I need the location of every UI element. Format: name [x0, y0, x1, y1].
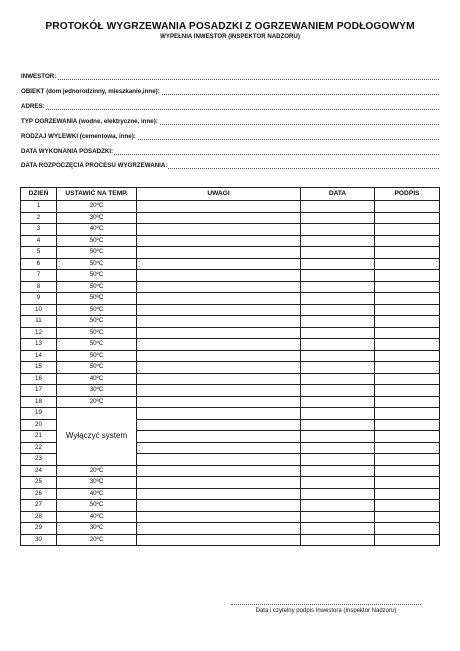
date-cell[interactable] — [301, 327, 375, 339]
notes-cell[interactable] — [137, 454, 301, 466]
table-row — [21, 235, 440, 247]
day-cell: 10 — [21, 304, 57, 316]
table-row — [21, 373, 440, 385]
notes-cell[interactable] — [137, 523, 301, 535]
day-cell: 2 — [21, 212, 57, 224]
table-row — [21, 201, 440, 213]
info-field-label: INWESTOR: — [21, 73, 57, 80]
signature-cell[interactable] — [375, 350, 440, 362]
day-cell: 20 — [21, 419, 57, 431]
date-cell[interactable] — [301, 281, 375, 293]
day-cell: 4 — [21, 235, 57, 247]
notes-cell[interactable] — [137, 316, 301, 328]
date-cell[interactable] — [301, 431, 375, 443]
date-cell[interactable] — [301, 442, 375, 454]
day-cell: 24 — [21, 465, 57, 477]
notes-cell[interactable] — [137, 534, 301, 546]
day-cell: 21 — [21, 431, 57, 443]
date-cell[interactable] — [301, 454, 375, 466]
signature-cell[interactable] — [375, 293, 440, 305]
signature-cell[interactable] — [375, 235, 440, 247]
date-cell[interactable] — [301, 201, 375, 213]
signature-cell[interactable] — [375, 373, 440, 385]
table-row — [21, 523, 440, 535]
table-row — [21, 408, 440, 420]
signature-cell[interactable] — [375, 316, 440, 328]
temperature-cell: 50ºC — [57, 293, 137, 305]
info-field[interactable] — [21, 103, 439, 113]
notes-cell[interactable] — [137, 339, 301, 351]
temperature-cell: 50ºC — [57, 247, 137, 259]
table-row — [21, 339, 440, 351]
notes-cell[interactable] — [137, 327, 301, 339]
date-cell[interactable] — [301, 488, 375, 500]
day-cell: 7 — [21, 270, 57, 282]
temperature-cell: 30ºC — [57, 477, 137, 489]
day-cell: 1 — [21, 201, 57, 213]
day-cell: 17 — [21, 385, 57, 397]
day-cell: 12 — [21, 327, 57, 339]
info-field-label: DATA WYKONANIA POSADZKI: — [21, 148, 114, 155]
temperature-cell: 50ºC — [57, 235, 137, 247]
date-cell[interactable] — [301, 385, 375, 397]
notes-cell[interactable] — [137, 373, 301, 385]
temperature-cell: 50ºC — [57, 258, 137, 270]
signature-cell[interactable] — [375, 201, 440, 213]
signature-cell[interactable] — [375, 224, 440, 236]
date-cell[interactable] — [301, 270, 375, 282]
page-subtitle: WYPEŁNIA INWESTOR (INSPEKTOR NADZORU) — [160, 33, 300, 40]
notes-cell[interactable] — [137, 385, 301, 397]
notes-cell[interactable] — [137, 304, 301, 316]
date-cell[interactable] — [301, 247, 375, 259]
info-field[interactable] — [21, 162, 439, 172]
signature-cell[interactable] — [375, 339, 440, 351]
date-cell[interactable] — [301, 500, 375, 512]
day-cell: 27 — [21, 500, 57, 512]
notes-cell[interactable] — [137, 350, 301, 362]
notes-cell[interactable] — [137, 419, 301, 431]
table-row — [21, 224, 440, 236]
notes-cell[interactable] — [137, 477, 301, 489]
column-header-signature: PODPIS — [375, 188, 440, 201]
day-cell: 9 — [21, 293, 57, 305]
notes-cell[interactable] — [137, 465, 301, 477]
temperature-cell: 50ºC — [57, 362, 137, 374]
signature-cell[interactable] — [375, 270, 440, 282]
table-row — [21, 500, 440, 512]
table-row — [21, 488, 440, 500]
column-header-temperature: USTAWIĆ NA TEMP. — [57, 188, 137, 201]
signature-cell[interactable] — [375, 408, 440, 420]
temperature-cell: 40ºC — [57, 488, 137, 500]
table-row — [21, 293, 440, 305]
signature-cell[interactable] — [375, 488, 440, 500]
table-row — [21, 534, 440, 546]
temperature-cell: 50ºC — [57, 350, 137, 362]
signature-cell[interactable] — [375, 281, 440, 293]
signature-cell[interactable] — [375, 327, 440, 339]
date-cell[interactable] — [301, 235, 375, 247]
day-cell: 18 — [21, 396, 57, 408]
temperature-cell: 30ºC — [57, 212, 137, 224]
table-row — [21, 316, 440, 328]
date-cell[interactable] — [301, 362, 375, 374]
date-cell[interactable] — [301, 373, 375, 385]
day-cell: 14 — [21, 350, 57, 362]
temperature-cell: 50ºC — [57, 339, 137, 351]
day-cell: 6 — [21, 258, 57, 270]
temperature-cell: 50ºC — [57, 500, 137, 512]
day-cell: 5 — [21, 247, 57, 259]
notes-cell[interactable] — [137, 442, 301, 454]
column-header-date: DATA — [301, 188, 375, 201]
notes-cell[interactable] — [137, 247, 301, 259]
signature-cell[interactable] — [375, 534, 440, 546]
signature-cell[interactable] — [375, 523, 440, 535]
table-row — [21, 396, 440, 408]
info-field-label: DATA ROZPOCZĘCIA PROCESU WYGRZEWANIA: — [21, 162, 168, 169]
day-cell: 11 — [21, 316, 57, 328]
info-field[interactable] — [21, 133, 439, 143]
day-cell: 28 — [21, 511, 57, 523]
date-cell[interactable] — [301, 408, 375, 420]
info-field[interactable] — [21, 88, 439, 98]
notes-cell[interactable] — [137, 511, 301, 523]
date-cell[interactable] — [301, 419, 375, 431]
notes-cell[interactable] — [137, 258, 301, 270]
notes-cell[interactable] — [137, 396, 301, 408]
date-cell[interactable] — [301, 396, 375, 408]
temperature-cell: 50ºC — [57, 281, 137, 293]
temperature-cell: 20ºC — [57, 534, 137, 546]
signature-line[interactable] — [231, 604, 421, 605]
info-field[interactable] — [21, 148, 439, 158]
notes-cell[interactable] — [137, 431, 301, 443]
signature-cell[interactable] — [375, 465, 440, 477]
signature-cell[interactable] — [375, 500, 440, 512]
column-header-notes: UWAGI — [137, 188, 301, 201]
day-cell: 26 — [21, 488, 57, 500]
info-field-label: TYP OGRZEWANIA (wodne, elektryczne, inne): — [21, 118, 158, 125]
table-row — [21, 385, 440, 397]
day-cell: 3 — [21, 224, 57, 236]
temperature-cell: 40ºC — [57, 511, 137, 523]
signature-cell[interactable] — [375, 258, 440, 270]
table-row — [21, 258, 440, 270]
day-cell: 13 — [21, 339, 57, 351]
info-field-label: OBIEKT (dom jednorodzinny, mieszkanie,inne): — [21, 88, 160, 95]
table-row — [21, 270, 440, 282]
notes-cell[interactable] — [137, 235, 301, 247]
signature-cell[interactable] — [375, 442, 440, 454]
page-title: PROTOKÓŁ WYGRZEWANIA POSADZKI Z OGRZEWANIEM PODŁOGOWYM — [45, 21, 415, 32]
temperature-cell: 20ºC — [57, 201, 137, 213]
date-cell[interactable] — [301, 511, 375, 523]
notes-cell[interactable] — [137, 270, 301, 282]
temperature-cell: 50ºC — [57, 270, 137, 282]
date-cell[interactable] — [301, 477, 375, 489]
info-field[interactable] — [21, 118, 439, 128]
signature-cell[interactable] — [375, 304, 440, 316]
system-off-cell: Wyłączyć system — [57, 408, 137, 466]
temperature-cell: 50ºC — [57, 304, 137, 316]
column-header-day: DZIEŃ — [21, 188, 57, 201]
signature-cell[interactable] — [375, 212, 440, 224]
table-row — [21, 304, 440, 316]
date-cell[interactable] — [301, 523, 375, 535]
notes-cell[interactable] — [137, 201, 301, 213]
temperature-cell: 20ºC — [57, 465, 137, 477]
info-field-fill-line[interactable] — [21, 79, 439, 80]
notes-cell[interactable] — [137, 293, 301, 305]
signature-cell[interactable] — [375, 396, 440, 408]
temperature-cell: 30ºC — [57, 385, 137, 397]
signature-cell[interactable] — [375, 385, 440, 397]
day-cell: 30 — [21, 534, 57, 546]
table-row — [21, 465, 440, 477]
signature-cell[interactable] — [375, 247, 440, 259]
table-row — [21, 212, 440, 224]
temperature-cell: 40ºC — [57, 224, 137, 236]
info-field[interactable] — [21, 73, 439, 83]
temperature-cell: 30ºC — [57, 523, 137, 535]
info-field-fill-line[interactable] — [21, 109, 439, 110]
temperature-cell: 50ºC — [57, 316, 137, 328]
date-cell[interactable] — [301, 465, 375, 477]
notes-cell[interactable] — [137, 224, 301, 236]
date-cell[interactable] — [301, 258, 375, 270]
notes-cell[interactable] — [137, 362, 301, 374]
date-cell[interactable] — [301, 224, 375, 236]
heating-log-table — [20, 187, 440, 546]
day-cell: 22 — [21, 442, 57, 454]
day-cell: 29 — [21, 523, 57, 535]
table-row — [21, 327, 440, 339]
table-row — [21, 362, 440, 374]
day-cell: 19 — [21, 408, 57, 420]
signature-label: Data i czytelny podpis Inwestora (Inspektor Nadzoru) — [255, 608, 397, 614]
signature-cell[interactable] — [375, 511, 440, 523]
signature-cell[interactable] — [375, 454, 440, 466]
date-cell[interactable] — [301, 534, 375, 546]
temperature-cell: 50ºC — [57, 327, 137, 339]
date-cell[interactable] — [301, 316, 375, 328]
table-header-row — [21, 188, 440, 201]
temperature-cell: 20ºC — [57, 396, 137, 408]
date-cell[interactable] — [301, 212, 375, 224]
day-cell: 16 — [21, 373, 57, 385]
day-cell: 8 — [21, 281, 57, 293]
day-cell: 25 — [21, 477, 57, 489]
info-field-label: ADRES: — [21, 103, 45, 110]
day-cell: 23 — [21, 454, 57, 466]
table-row — [21, 247, 440, 259]
date-cell[interactable] — [301, 350, 375, 362]
notes-cell[interactable] — [137, 212, 301, 224]
table-row — [21, 477, 440, 489]
signature-cell[interactable] — [375, 431, 440, 443]
notes-cell[interactable] — [137, 281, 301, 293]
date-cell[interactable] — [301, 304, 375, 316]
table-row — [21, 350, 440, 362]
info-field-label: RODZAJ WYLEWKI (cementowa, inne): — [21, 133, 136, 140]
signature-cell[interactable] — [375, 419, 440, 431]
notes-cell[interactable] — [137, 488, 301, 500]
notes-cell[interactable] — [137, 500, 301, 512]
date-cell[interactable] — [301, 293, 375, 305]
signature-cell[interactable] — [375, 477, 440, 489]
table-row — [21, 281, 440, 293]
day-cell: 15 — [21, 362, 57, 374]
notes-cell[interactable] — [137, 408, 301, 420]
date-cell[interactable] — [301, 339, 375, 351]
signature-cell[interactable] — [375, 362, 440, 374]
temperature-cell: 40ºC — [57, 373, 137, 385]
table-row — [21, 511, 440, 523]
